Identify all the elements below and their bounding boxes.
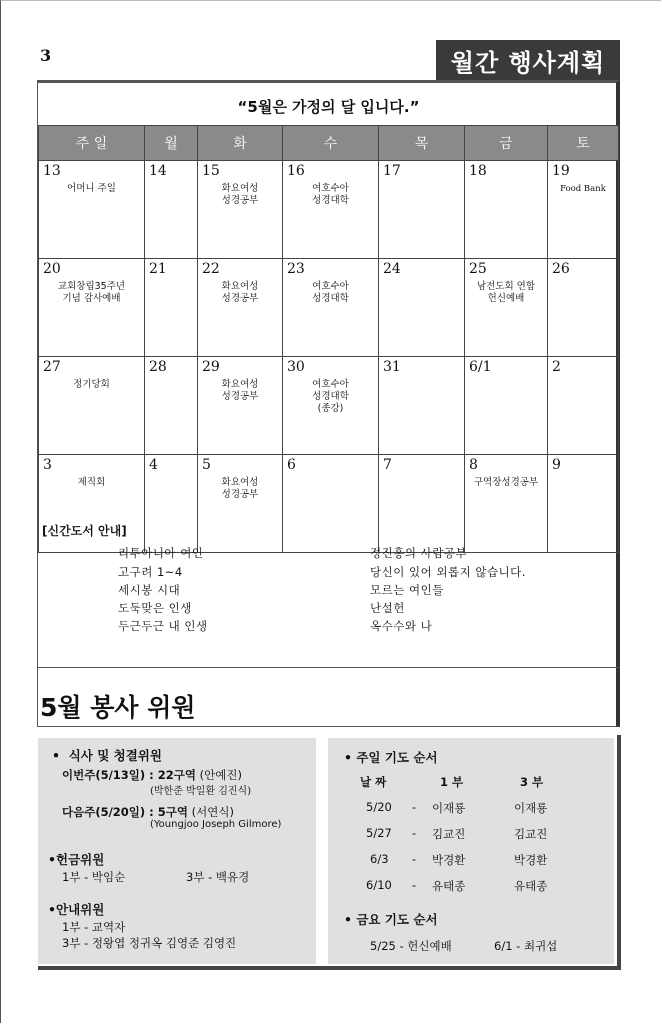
calendar-cell — [379, 161, 465, 259]
bullet-icon: • — [52, 748, 60, 763]
date-number: 24 — [383, 261, 401, 277]
calendar-cell — [198, 455, 283, 553]
event-text: 화요여성 성경공부 — [221, 183, 259, 206]
day-header: 목 — [379, 126, 465, 161]
offering-heading: •헌금위원 — [48, 852, 105, 867]
prayer-date: 5/20 — [366, 800, 392, 814]
dash: - — [412, 852, 417, 866]
calendar-cell — [198, 259, 283, 357]
day-header: 주 일 — [39, 126, 145, 161]
day-header: 금 — [465, 126, 548, 161]
calendar-week-row — [39, 357, 619, 455]
bullet-icon: • — [344, 750, 352, 765]
calendar-week-row — [39, 259, 619, 357]
offering-3: 3부 - 백유경 — [186, 870, 250, 884]
date-number: 2 — [552, 359, 561, 375]
col-service1-header: 1 부 — [440, 775, 464, 789]
date-number: 26 — [552, 261, 570, 277]
calendar-cell — [145, 259, 198, 357]
friday-prayer-1: 5/25 - 헌신예배 — [370, 939, 452, 953]
event-text: 화요여성 성경공부 — [221, 281, 259, 304]
panel-shadow — [617, 735, 621, 969]
calendar-cell — [283, 259, 379, 357]
calendar-cell — [548, 455, 619, 553]
calendar-cell — [283, 161, 379, 259]
calendar-cell — [548, 259, 619, 357]
calendar-cell — [548, 357, 619, 455]
event-text: 화요여성 성경공부 — [221, 477, 259, 500]
day-header: 화 — [198, 126, 283, 161]
calendar-cell — [39, 161, 145, 259]
prayer-service1: 김교진 — [432, 827, 466, 841]
book-title: 난설헌 — [370, 601, 405, 615]
calendar-cell — [198, 357, 283, 455]
calendar-cell — [379, 455, 465, 553]
prayer-service1: 유태종 — [432, 879, 466, 893]
service-section-title: 5월 봉사 위원 — [40, 693, 196, 722]
next-week-members: (Youngjoo Joseph Gilmore) — [150, 819, 282, 830]
offering-1: 1부 - 박임순 — [62, 870, 126, 884]
dash: - — [412, 800, 417, 814]
book-title: 리투아니아 여인 — [118, 546, 204, 560]
calendar-cell — [465, 259, 548, 357]
calendar-cell — [145, 455, 198, 553]
bullet-icon: • — [48, 902, 56, 917]
calendar-cell — [465, 161, 548, 259]
event-text: 여호수아 성경대학 (종강) — [312, 379, 349, 414]
date-number: 4 — [149, 457, 158, 473]
month-theme: “5월은 가정의 달 입니다.” — [237, 98, 420, 116]
date-number: 31 — [383, 359, 401, 375]
date-number: 20 — [43, 261, 61, 277]
event-text: 교회창립35주년 기념 감사예배 — [57, 281, 126, 304]
date-number: 8 — [469, 457, 478, 473]
date-number: 30 — [287, 359, 305, 375]
next-week-line: 다음주(5/20일) : 5구역 (서연식) — [62, 805, 234, 819]
book-title: 정진홍의 사람공부 — [370, 546, 468, 560]
date-number: 6 — [287, 457, 296, 473]
calendar-header-row — [39, 126, 619, 161]
date-number: 5 — [202, 457, 211, 473]
date-number: 14 — [149, 163, 167, 179]
prayer-service3: 김교진 — [514, 827, 548, 841]
frame-divider — [37, 667, 620, 668]
dash: - — [412, 826, 417, 840]
book-title: 두근두근 내 인생 — [118, 619, 208, 633]
date-number: 9 — [552, 457, 561, 473]
this-week-members: (박한준 박일환 김진식) — [150, 786, 252, 797]
calendar-cell — [39, 357, 145, 455]
usher-3: 3부 - 정왕엽 정귀옥 김영준 김영진 — [62, 936, 237, 950]
prayer-date: 6/10 — [366, 878, 392, 892]
book-title: 도둑맞은 인생 — [118, 601, 192, 615]
prayer-service1: 박경환 — [432, 853, 466, 867]
event-text: Food Bank — [560, 184, 606, 194]
prayer-service3: 박경환 — [514, 853, 548, 867]
friday-prayer-2: 6/1 - 최귀섭 — [494, 939, 558, 953]
calendar-cell — [465, 455, 548, 553]
calendar-cell — [283, 357, 379, 455]
usher-heading: •안내위원 — [48, 902, 105, 917]
prayer-service3: 이재룡 — [514, 801, 548, 815]
col-date-header: 날 짜 — [360, 775, 387, 789]
date-number: 25 — [469, 261, 487, 277]
calendar-cell — [283, 455, 379, 553]
date-number: 3 — [43, 457, 52, 473]
date-number: 22 — [202, 261, 220, 277]
sunday-prayer-heading: • 주일 기도 순서 — [344, 750, 438, 765]
calendar-cell — [465, 357, 548, 455]
date-number: 7 — [383, 457, 392, 473]
date-number: 6/1 — [469, 359, 492, 375]
bullet-icon: • — [48, 852, 56, 867]
date-number: 15 — [202, 163, 220, 179]
date-number: 21 — [149, 261, 167, 277]
calendar-cell — [198, 161, 283, 259]
book-title: 모르는 여인들 — [370, 583, 444, 597]
event-text: 제직회 — [77, 477, 106, 488]
prayer-date: 5/27 — [366, 826, 392, 840]
event-text: 여호수아 성경대학 — [312, 281, 349, 304]
page-number: 3 — [40, 46, 52, 65]
header-title: 월간 행사계획 — [436, 40, 620, 80]
day-header: 월 — [145, 126, 198, 161]
prayer-service1: 이재룡 — [432, 801, 466, 815]
date-number: 17 — [383, 163, 401, 179]
dash: - — [412, 878, 417, 892]
date-number: 16 — [287, 163, 305, 179]
calendar-cell — [39, 259, 145, 357]
book-title: 옥수수와 나 — [370, 619, 433, 633]
calendar-cell — [145, 161, 198, 259]
this-week-line: 이번주(5/13일) : 22구역 (안예진) — [62, 768, 242, 782]
books-title: [신간도서 안내] — [42, 524, 127, 538]
service-committee-panel — [38, 738, 316, 964]
book-title: 고구려 1~4 — [118, 565, 183, 579]
event-text: 화요여성 성경공부 — [221, 379, 259, 402]
date-number: 18 — [469, 163, 487, 179]
prayer-date: 6/3 — [370, 852, 389, 866]
calendar-cell — [379, 259, 465, 357]
event-text: 남전도회 연합 헌신예배 — [476, 281, 536, 304]
friday-prayer-heading: • 금요 기도 순서 — [344, 912, 438, 927]
book-title: 당신이 있어 외롭지 않습니다. — [370, 565, 526, 579]
date-number: 19 — [552, 163, 570, 179]
prayer-service3: 유태종 — [514, 879, 548, 893]
book-title: 세시봉 시대 — [118, 583, 181, 597]
calendar-cell — [548, 161, 619, 259]
calendar-cell — [145, 357, 198, 455]
event-text: 여호수아 성경대학 — [312, 183, 349, 206]
calendar-table — [38, 125, 619, 553]
event-text: 정기당회 — [73, 379, 110, 390]
day-header: 수 — [283, 126, 379, 161]
date-number: 23 — [287, 261, 305, 277]
prayer-schedule-panel — [328, 738, 614, 964]
event-text: 구역장성경공부 — [473, 477, 539, 488]
meal-heading: • 식사 및 청결위원 — [52, 748, 162, 763]
panel-shadow — [38, 966, 621, 970]
calendar-week-row — [39, 161, 619, 259]
event-text: 어머니 주일 — [67, 183, 116, 194]
usher-1: 1부 - 교역자 — [62, 920, 126, 934]
date-number: 29 — [202, 359, 220, 375]
calendar-cell — [379, 357, 465, 455]
date-number: 27 — [43, 359, 61, 375]
bullet-icon: • — [344, 912, 352, 927]
date-number: 28 — [149, 359, 167, 375]
day-header: 토 — [548, 126, 619, 161]
date-number: 13 — [43, 163, 61, 179]
col-service3-header: 3 부 — [520, 775, 544, 789]
